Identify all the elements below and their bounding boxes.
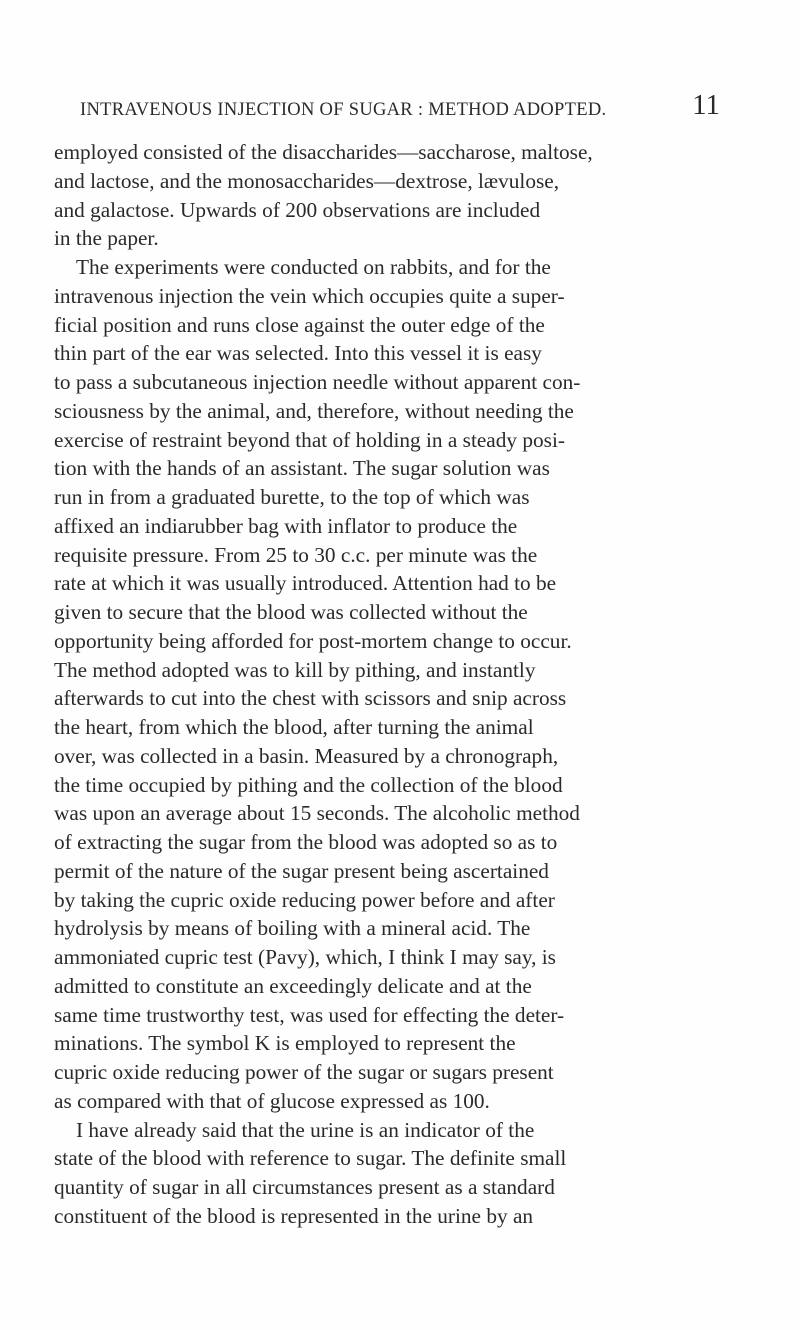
text-line: opportunity being afforded for post-mortem change to occur. bbox=[54, 628, 572, 653]
text-line: to pass a subcutaneous injection needle without apparent con- bbox=[54, 370, 581, 394]
text-line: state of the blood with reference to sugar. The definite small bbox=[54, 1146, 567, 1171]
text-line: cupric oxide reducing power of the sugar or sugars present bbox=[54, 1060, 554, 1084]
text-line: sciousness by the animal, and, therefore, without needing the bbox=[54, 398, 574, 423]
text-line: I have already said that the urine is an indicator of the bbox=[76, 1117, 535, 1142]
text-line: the heart, from which the blood, after turning the animal bbox=[54, 715, 534, 739]
text-line: employed consisted of the disaccharides—saccharose, maltose, bbox=[54, 140, 593, 164]
text-line: constituent of the blood is represented in the urine by an bbox=[54, 1203, 534, 1228]
text-line: affixed an indiarubber bag with inflator to produce the bbox=[54, 513, 518, 538]
text-line: given to secure that the blood was collected without the bbox=[54, 600, 528, 624]
body-text bbox=[54, 138, 774, 1231]
text-line: the time occupied by pithing and the collection of the blood bbox=[54, 772, 563, 797]
text-line: intravenous injection the vein which occupies quite a super- bbox=[54, 283, 565, 308]
text-line: thin part of the ear was selected. Into this vessel it is easy bbox=[54, 341, 542, 366]
text-line: over, was collected in a basin. Measured by a chronograph, bbox=[54, 743, 559, 768]
text-line: in the paper. bbox=[54, 226, 159, 251]
text-line: minations. The symbol K is employed to represent the bbox=[54, 1031, 516, 1056]
text-line: as compared with that of glucose expressed as 100. bbox=[54, 1088, 490, 1113]
text-line: afterwards to cut into the chest with scissors and snip across bbox=[54, 686, 567, 711]
text-line: ammoniated cupric test (Pavy), which, I think I may say, is bbox=[54, 945, 556, 969]
text-line: and galactose. Upwards of 200 observations are included bbox=[54, 197, 541, 222]
text-line: run in from a graduated burette, to the top of which was bbox=[54, 485, 530, 509]
text-line: rate at which it was usually introduced. Attention had to be bbox=[54, 571, 557, 596]
text-line: The method adopted was to kill by pithing, and instantly bbox=[54, 657, 536, 682]
text-line: by taking the cupric oxide reducing power before and after bbox=[54, 887, 555, 912]
text-line: of extracting the sugar from the blood was adopted so as to bbox=[54, 830, 558, 854]
text-line: and lactose, and the monosaccharides—dextrose, lævulose, bbox=[54, 168, 560, 193]
text-line: exercise of restraint beyond that of holding in a steady posi- bbox=[54, 427, 565, 452]
running-head: INTRAVENOUS INJECTION OF SUGAR : METHOD ADOPTED. bbox=[80, 100, 607, 120]
text-line: was upon an average about 15 seconds. The alcoholic method bbox=[54, 801, 580, 826]
text-line: The experiments were conducted on rabbits, and for the bbox=[76, 255, 551, 279]
text-line: requisite pressure. From 25 to 30 c.c. per minute was the bbox=[54, 542, 538, 567]
text-line: quantity of sugar in all circumstances present as a standard bbox=[54, 1175, 555, 1199]
text-line: ficial position and runs close against the outer edge of the bbox=[54, 312, 545, 337]
page-header bbox=[80, 86, 720, 124]
text-line: tion with the hands of an assistant. The sugar solution was bbox=[54, 456, 550, 481]
page-number: 11 bbox=[692, 89, 720, 121]
text-line: permit of the nature of the sugar present being ascertained bbox=[54, 858, 549, 883]
text-line: admitted to constitute an exceedingly delicate and at the bbox=[54, 973, 532, 998]
text-line: same time trustworthy test, was used for effecting the deter- bbox=[54, 1002, 565, 1027]
text-line: hydrolysis by means of boiling with a mineral acid. The bbox=[54, 916, 531, 941]
